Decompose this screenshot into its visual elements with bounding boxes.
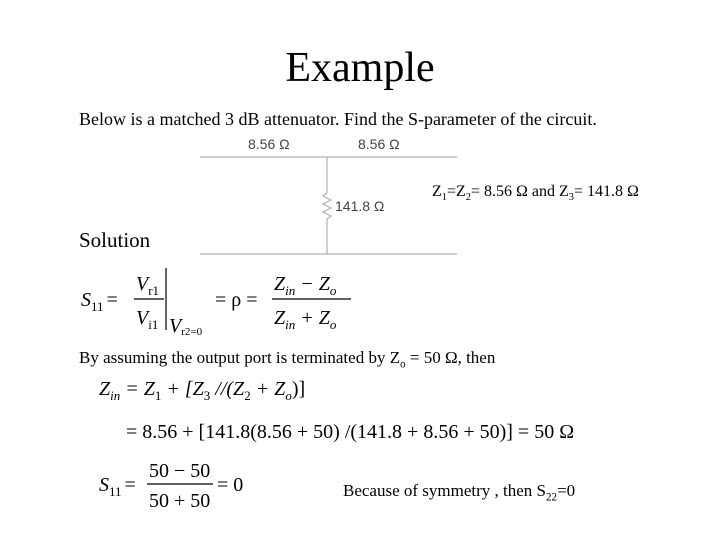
vi1-symbol: V: [136, 307, 149, 329]
zin-sub: in: [110, 388, 121, 403]
zo-num-sub: o: [329, 283, 337, 298]
zin-closing-brackets: )]: [291, 378, 306, 400]
svg-text:Zin = Z1 + [Z3 //(Z2 + Zo)]: [99, 378, 305, 403]
zin-den-symbol: Z: [274, 307, 286, 329]
solution-heading: Solution: [79, 228, 151, 252]
s11-result-denominator: 50 + 50: [149, 490, 211, 512]
impedance-values: [432, 183, 639, 203]
z1-symbol: = Z: [120, 378, 155, 400]
s11-symbol: S: [81, 289, 91, 311]
svg-text:Zin − Zo: [274, 273, 337, 298]
zin-equation-line2: [124, 414, 604, 448]
z3-eq-sub: 3: [203, 388, 211, 403]
s11-result-equation: [97, 455, 267, 517]
svg-text:Vi1: [136, 307, 158, 332]
zo-num-symbol: − Z: [295, 273, 330, 295]
shunt-resistor-symbol: [323, 193, 331, 219]
zo-den-symbol: + Z: [295, 307, 330, 329]
symmetry-conclusion: [343, 481, 575, 503]
z3-sub: 3: [568, 192, 574, 204]
zin-den-sub: in: [285, 317, 296, 332]
z3-symbol: + [Z: [161, 378, 204, 400]
z1-eq-sub: 1: [154, 388, 162, 403]
vr1-symbol: V: [136, 273, 149, 295]
symmetry-pre: Because of symmetry , then S: [343, 481, 547, 500]
rho-symbol: = ρ =: [215, 289, 258, 311]
s11-result-symbol: S: [99, 474, 109, 496]
assumption-text: [79, 348, 495, 370]
zin-num-symbol: Z: [274, 273, 286, 295]
svg-text:S11=: $S_{11}$ =: [81, 289, 118, 314]
symmetry-sub: 22: [546, 491, 558, 504]
s11-sub: 11: [91, 299, 104, 314]
zin-equation-line1: [97, 371, 357, 405]
vr2-condition-sub: r2=0: [181, 326, 203, 337]
svg-text:Zin + Zo: [274, 307, 337, 332]
attenuator-circuit-diagram: [195, 130, 465, 260]
resistor-r3-label: 141.8 Ω: [335, 198, 385, 214]
assumption-pre: By assuming the output port is terminated by Z: [79, 348, 401, 367]
z2-text: =Z: [446, 183, 466, 200]
svg-text:Vr1: [136, 273, 159, 298]
s11-result-numerator: 50 − 50: [149, 460, 211, 482]
z2-eq-sub: 2: [244, 388, 251, 403]
zin-symbol: Z: [99, 378, 111, 400]
zo-den-sub: o: [329, 317, 337, 332]
s11-definition-equation: [79, 262, 379, 337]
assumption-post: = 50 Ω, then: [405, 348, 496, 367]
z1-text: Z: [432, 183, 442, 200]
vr1-sub: r1: [148, 283, 160, 298]
z-rest-text: = 8.56 Ω and Z: [470, 183, 569, 200]
assumption-sub: o: [400, 358, 406, 371]
problem-statement: Below is a matched 3 dB attenuator. Find the S-parameter of the circuit.: [79, 109, 597, 129]
z1-sub: 1: [441, 192, 447, 204]
vr2-condition-symbol: V: [169, 315, 182, 337]
resistor-r1-label: 8.56 Ω: [248, 136, 290, 152]
s11-result-sub: 11: [109, 484, 122, 499]
symmetry-post: =0: [557, 481, 576, 500]
svg-text:S11=: $S_{11}$ =: [99, 474, 136, 499]
zin-num-sub: in: [285, 283, 296, 298]
zo-eq-sub: o: [285, 388, 292, 403]
z3-value-text: = 141.8 Ω: [573, 183, 639, 200]
vi1-sub: i1: [148, 317, 159, 332]
s11-result-value: = 0: [217, 474, 244, 496]
z2-sub: 2: [465, 192, 471, 204]
z2-symbol: //(Z: [210, 378, 245, 400]
zo-symbol: + Z: [250, 378, 286, 400]
resistor-r2-label: 8.56 Ω: [358, 136, 400, 152]
zin-numeric-evaluation: = 8.56 + [141.8(8.56 + 50) /(141.8 + 8.56 + 50)] = 50 Ω: [126, 421, 575, 443]
page-title: Example: [285, 45, 435, 91]
svg-text:Vr2=0: [169, 315, 203, 337]
